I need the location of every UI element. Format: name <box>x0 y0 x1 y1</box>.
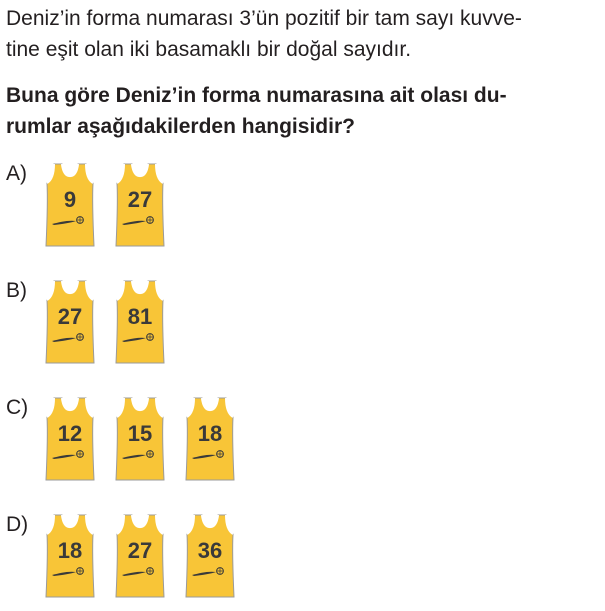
jersey-collar <box>62 398 78 410</box>
jersey-number: 15 <box>127 421 153 446</box>
jersey-icon <box>44 513 96 599</box>
question-stem <box>6 3 596 65</box>
jersey-collar <box>132 398 148 410</box>
prompt-line-2: rumlar aşağıdakilerden hangisidir? <box>6 115 355 138</box>
jersey-number: 18 <box>197 421 223 446</box>
jersey-collar <box>132 164 148 176</box>
jersey-icon <box>114 396 166 482</box>
stem-line-1: Deniz’in forma numarası 3’ün pozitif bir tam sayı kuvve- <box>6 7 522 30</box>
option-letter: D) <box>6 513 29 536</box>
jersey-icon <box>114 162 166 248</box>
jersey-collar <box>62 281 78 293</box>
jersey-number: 18 <box>57 538 83 563</box>
question-prompt <box>6 80 596 142</box>
jersey-collar <box>202 398 218 410</box>
option-letter: B) <box>6 279 27 302</box>
jersey-icon <box>114 279 166 365</box>
stem-line-2: tine eşit olan iki basamaklı bir doğal sayıdır. <box>6 38 412 61</box>
jersey-icon <box>184 396 236 482</box>
jersey-icon <box>114 513 166 599</box>
jersey-icon <box>44 279 96 365</box>
jersey-icon <box>184 513 236 599</box>
option-letter: C) <box>6 396 29 419</box>
jersey-icon <box>44 162 96 248</box>
option-letter: A) <box>6 162 27 185</box>
jersey-collar <box>62 164 78 176</box>
jersey-number: 36 <box>197 538 223 563</box>
jersey-icon <box>44 396 96 482</box>
jersey-number: 12 <box>57 421 83 446</box>
jersey-collar <box>132 281 148 293</box>
jersey-number: 27 <box>127 538 153 563</box>
jersey-number: 81 <box>127 304 153 329</box>
jersey-number: 27 <box>57 304 83 329</box>
jersey-number: 27 <box>127 187 153 212</box>
jersey-collar <box>62 515 78 527</box>
prompt-line-1: Buna göre Deniz’in forma numarasına ait olası du- <box>6 84 507 107</box>
jersey-number: 9 <box>63 187 77 212</box>
jersey-collar <box>132 515 148 527</box>
jersey-collar <box>202 515 218 527</box>
